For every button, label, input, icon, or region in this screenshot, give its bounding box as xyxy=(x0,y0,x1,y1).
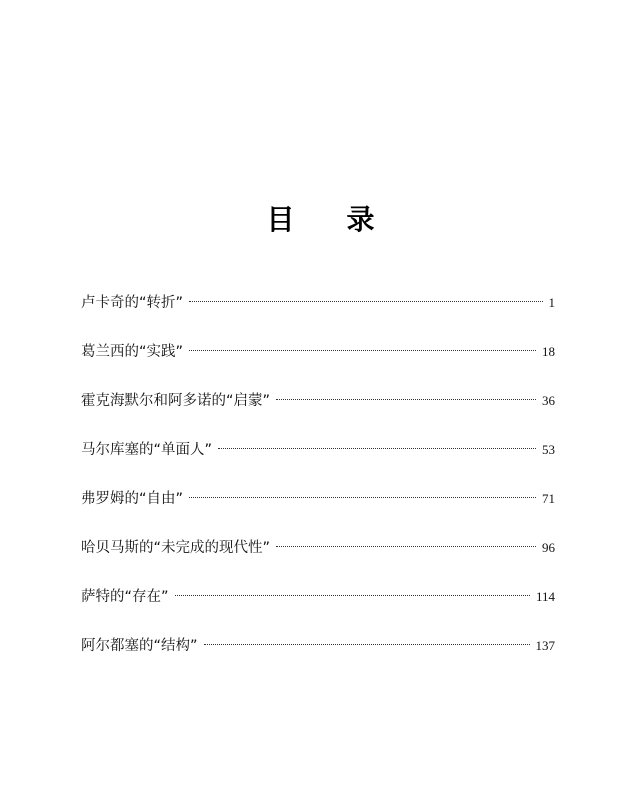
toc-entry[interactable] xyxy=(81,482,555,531)
toc-entry[interactable] xyxy=(81,335,555,384)
toc-entry-title: 阿尔都塞的“结构” xyxy=(81,638,198,654)
page-title xyxy=(0,196,641,240)
toc-entry[interactable] xyxy=(81,286,555,335)
toc-entry-page: 137 xyxy=(535,638,555,653)
toc-entry-title: 弗罗姆的“自由” xyxy=(81,491,184,507)
toc-entry[interactable] xyxy=(81,629,555,678)
dot-leader xyxy=(276,379,536,400)
dot-leader xyxy=(204,624,530,645)
toc-entry[interactable] xyxy=(81,433,555,482)
toc-entry[interactable] xyxy=(81,531,555,580)
toc-entry-page: 114 xyxy=(535,589,555,604)
toc-entry-title: 霍克海默尔和阿多诺的“启蒙” xyxy=(81,393,271,409)
dot-leader xyxy=(189,330,536,351)
dot-leader xyxy=(189,477,536,498)
dot-leader xyxy=(218,428,536,449)
toc-entry-title: 卢卡奇的“转折” xyxy=(81,295,184,311)
dot-leader xyxy=(175,575,530,596)
toc-entry-page: 18 xyxy=(542,344,555,359)
toc-entry-page: 53 xyxy=(542,442,555,457)
toc-entry-title: 马尔库塞的“单面人” xyxy=(81,442,213,458)
toc-entry-page: 36 xyxy=(542,393,555,408)
dot-leader xyxy=(189,281,542,302)
title-char-2: 录 xyxy=(346,203,375,236)
table-of-contents xyxy=(81,286,555,678)
toc-entry-title: 哈贝马斯的“未完成的现代性” xyxy=(81,540,271,556)
title-char-1: 目 xyxy=(266,203,295,236)
dot-leader xyxy=(276,526,536,547)
toc-entry-page: 1 xyxy=(548,295,555,310)
toc-entry-page: 96 xyxy=(542,540,555,555)
toc-entry-title: 葛兰西的“实践” xyxy=(81,344,184,360)
toc-entry-page: 71 xyxy=(542,491,555,506)
toc-entry[interactable] xyxy=(81,384,555,433)
toc-entry-title: 萨特的“存在” xyxy=(81,589,169,605)
toc-entry[interactable] xyxy=(81,580,555,629)
